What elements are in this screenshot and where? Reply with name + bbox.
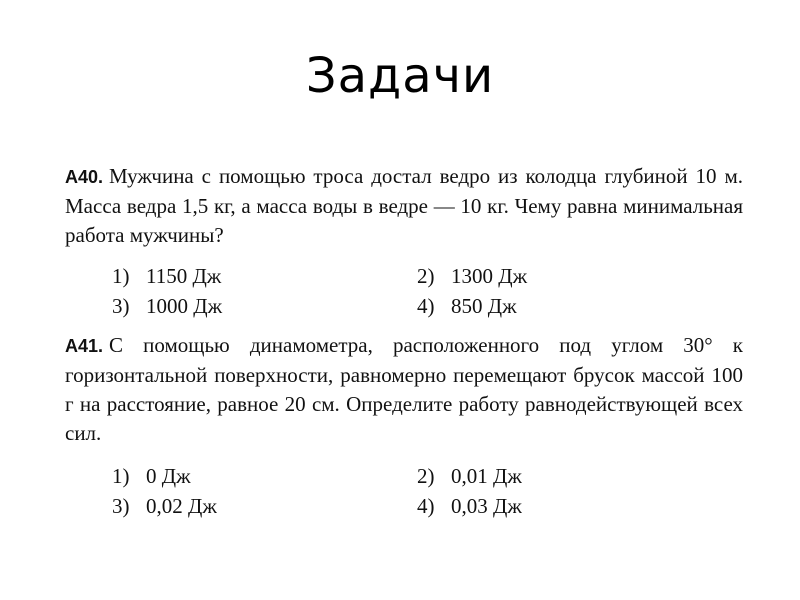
answer-option-2: [417, 462, 717, 490]
problem-text: С помощью динамометра, расположенного под углом 30° к горизонтальной поверхности, равномерно перемещают брусок массой 100 г на расстояние, равное 20 см. Определите работу равнодействующей всех сил.: [65, 333, 743, 445]
problem-text: Мужчина с помощью троса достал ведро из колодца глубиной 10 м. Масса ведра 1,5 кг, а масса воды в ведре — 10 кг. Чему равна минимальная работа мужчины?: [65, 164, 743, 247]
problem-a41: [65, 331, 743, 520]
problem-a40: [65, 162, 743, 320]
option-number: 1): [112, 264, 130, 288]
problem-number: А41.: [65, 336, 104, 356]
problem-statement: [65, 162, 743, 250]
option-value: 0 Дж: [146, 464, 191, 488]
option-number: 2): [417, 264, 435, 288]
problem-statement: [65, 331, 743, 448]
option-value: 1000 Дж: [146, 294, 223, 318]
answer-options: [112, 262, 743, 320]
option-value: 850 Дж: [451, 294, 517, 318]
option-value: 0,01 Дж: [451, 464, 522, 488]
problem-number: А40.: [65, 167, 104, 187]
answer-option-1: [112, 262, 417, 290]
option-value: 0,02 Дж: [146, 494, 217, 518]
option-value: 1150 Дж: [146, 264, 222, 288]
option-number: 2): [417, 464, 435, 488]
option-value: 0,03 Дж: [451, 494, 522, 518]
option-number: 3): [112, 294, 130, 318]
answer-option-3: [112, 492, 417, 520]
answer-option-4: [417, 492, 717, 520]
answer-option-3: [112, 292, 417, 320]
answer-option-2: [417, 262, 717, 290]
option-number: 3): [112, 494, 130, 518]
answer-option-4: [417, 292, 717, 320]
answer-option-1: [112, 462, 417, 490]
option-number: 1): [112, 464, 130, 488]
option-number: 4): [417, 494, 435, 518]
option-value: 1300 Дж: [451, 264, 528, 288]
answer-options: [112, 462, 743, 520]
option-number: 4): [417, 294, 435, 318]
slide-title: Задачи: [305, 48, 495, 104]
